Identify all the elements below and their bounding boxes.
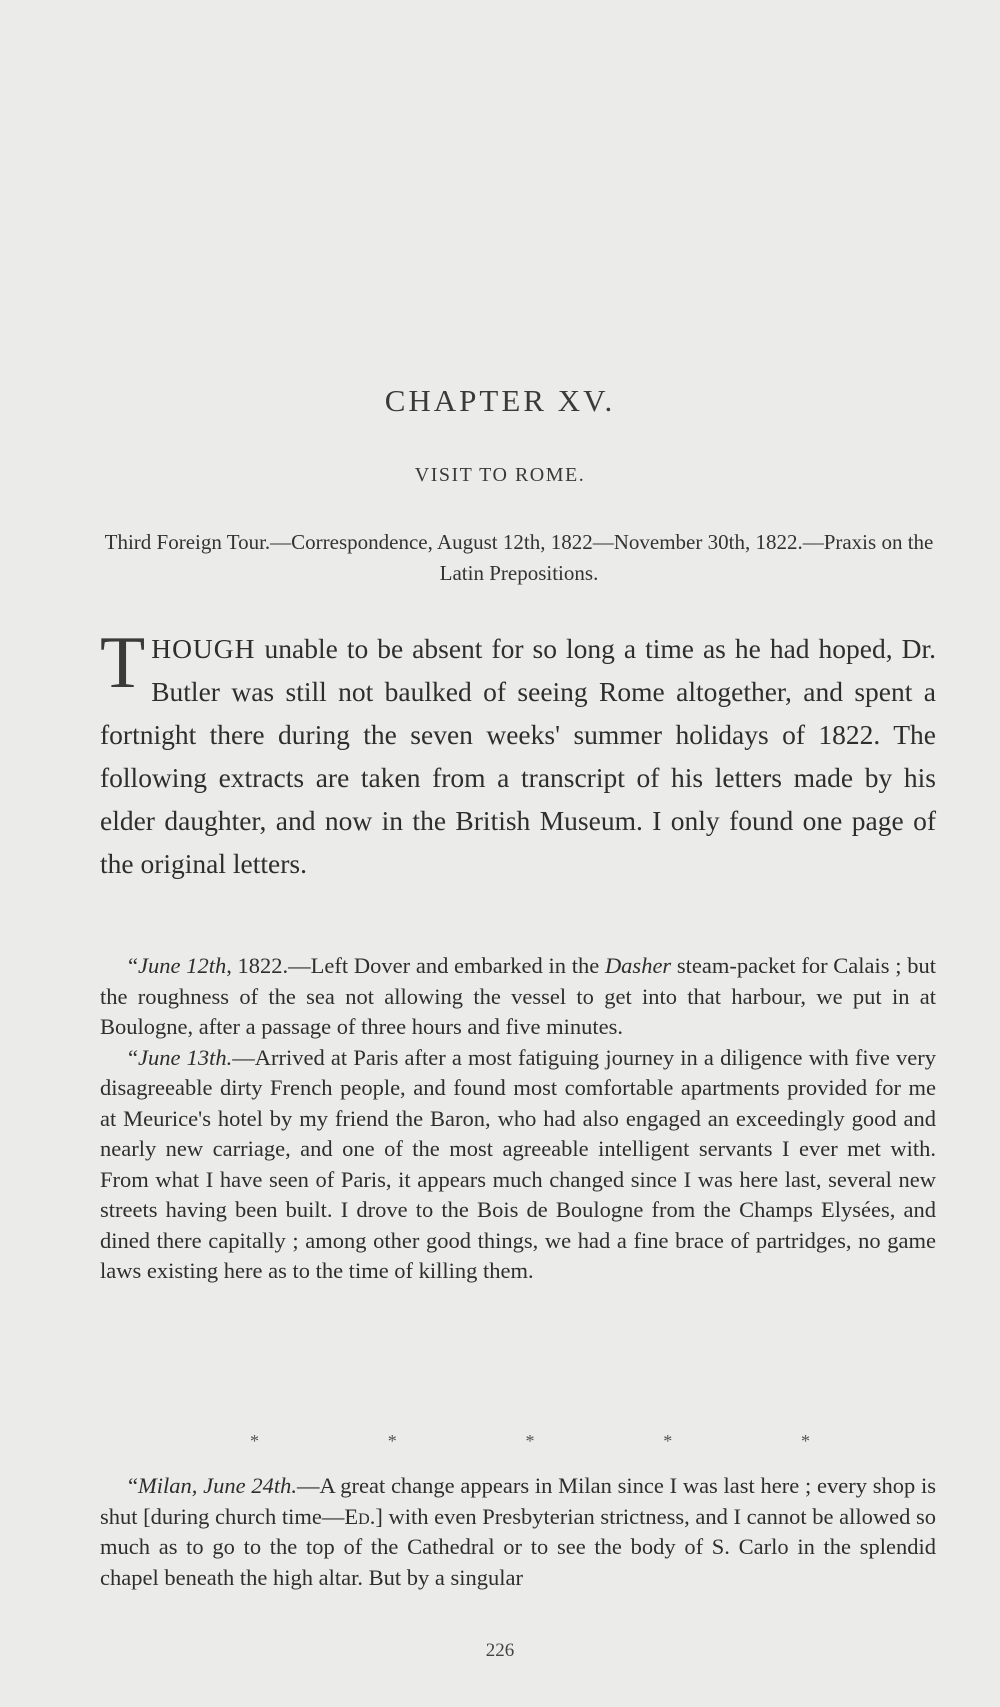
chapter-synopsis: Third Foreign Tour.—Correspondence, August 12th, 1822—November 30th, 1822.—Praxis on the Latin Prepositions.	[104, 530, 934, 585]
intro-text: unable to be absent for so long a time as he had hoped, Dr. Butler was still not baulked of seeing Rome altogether, and spent a fortnight there during the seven weeks' summer holidays of 1822. The following extracts are taken from a transcript of his letters made by his elder daughter, and now in the British Museum. I only found one page of the original letters.	[100, 633, 936, 879]
entry-text: , 1822.—Left Dover and embarked in the	[226, 953, 605, 978]
entry-date: Milan, June 24th.	[138, 1473, 297, 1498]
entry-text: ] with even Presbyterian strictness, and I cannot be allowed so much as to go to the top of the Cathedral or to see the body of S. Carlo in the splendid chapel beneath the high altar. But by a singular	[100, 1503, 936, 1590]
entry-date: June 13th.	[138, 1044, 233, 1070]
intro-lead-word: HOUGH	[151, 633, 256, 664]
page-number: 226	[485, 1640, 515, 1661]
open-quote: “	[128, 1044, 138, 1070]
entry-text: —A great change appears in Milan since I was last here ; every shop is shut [during church time—	[100, 1473, 936, 1529]
letter-entry-june-13	[100, 1043, 936, 1287]
asterisk: *	[663, 1431, 673, 1451]
asterisk: *	[525, 1431, 535, 1451]
letter-extracts	[100, 951, 936, 1287]
chapter-subtitle: VISIT TO ROME.	[414, 464, 586, 486]
entry-date: June 12th	[138, 953, 227, 978]
letter-entry-june-12	[100, 951, 936, 1043]
asterisk: *	[801, 1431, 810, 1451]
ship-name: Dasher	[604, 953, 672, 978]
section-break-asterisks	[250, 1431, 810, 1452]
asterisk: *	[387, 1431, 397, 1451]
editor-note: Ed.	[344, 1503, 376, 1529]
intro-paragraph	[100, 622, 936, 885]
asterisk: *	[250, 1431, 259, 1451]
open-quote: “	[128, 1473, 138, 1498]
letter-entry-milan	[100, 1471, 936, 1593]
letter-extracts-continued	[100, 1471, 936, 1593]
drop-cap: T	[100, 622, 146, 704]
chapter-title: CHAPTER XV.	[384, 383, 616, 418]
entry-text: steam-packet for Calais ; but the roughness of the sea not allowing the vessel to get into that harbour, we put in at Boulogne, after a passage of three hours and five minutes.	[100, 953, 936, 1039]
open-quote: “	[128, 953, 138, 978]
entry-text: —Arrived at Paris after a most fatiguing journey in a diligence with five very disagreeable dirty French people, and found most comfortable apartments provided for me at Meurice's hotel by my friend the Baron, who had also engaged an exceedingly good and nearly new carriage, and one of the most agreeable intelligent servants I ever met with. From what I have seen of Paris, it appears much changed since I was here last, several new streets having been built. I drove to the Bois de Boulogne from the Champs Elysées, and dined there capitally ; among other good things, we had a fine brace of partridges, no game laws existing here as to the time of killing them.	[100, 1044, 936, 1283]
